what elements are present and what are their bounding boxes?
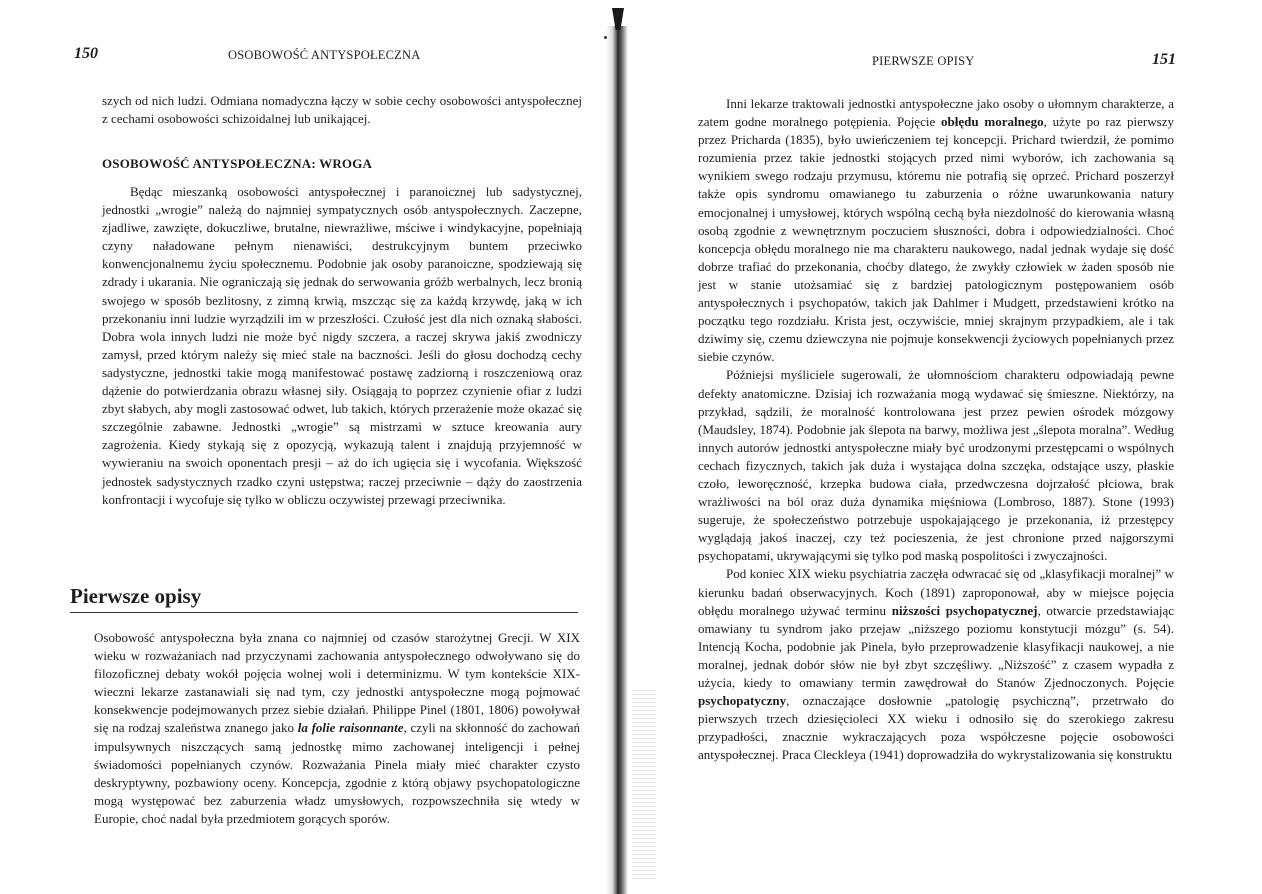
text-run: , użyte po raz pierwszy przez Pricharda (1835), było uwieńczeniem tej koncepcji. Prichard twierdził, że pomimo rozumienia przez takie jednostki stojących przed nimi wyborów, ich zachowania są wynikiem swego rodzaju przymusu, któremu nie potrafią się oprzeć. Prichard poszerzył także opis syndromu omawianego tu zaburzenia o różne uwarunkowania natury emocjonalnej i umysłowej, których wspólną cechą była niezdolność do kierowania własną osobą zgodnie z wewnętrznym poczuciem słuszności, dobra i odpowiedzialności. Choć koncepcja obłędu moralnego nie ma charakteru naukowego, nadal jednak wydaje się dość dobrze trafiać do przekonania, choćby dlatego, że zwykły człowiek w żaden sposób nie jest w stanie utożsamiać się z bardziej patologicznym postępowaniem osób antyspołecznych i psychopatów, takich jak Dahlmer i Mudgett, przedstawieni krótko na początku tego rozdziału. Krista jest, oczywiście, mniej skrajnym przypadkiem, ale i tak dziwimy się, czemu dziewczyna nie pojmuje konsekwencji życiowych popełnianych przez siebie czynów. — [698, 114, 1174, 365]
right-page — [628, 0, 1262, 894]
running-head: PIERWSZE OPISY — [872, 54, 975, 68]
left-page — [0, 0, 612, 894]
emphasized-term: psychopatyczny — [698, 693, 787, 709]
paragraph-text — [698, 565, 1174, 764]
paragraph-text: Późniejsi myśliciele sugerowali, że ułomnościom charakteru odpowiadają pewne defekty anatomiczne. Dzisiaj ich rozważania mogą wydawać się śmieszne. Niektórzy, na przykład, sądzili, że moralność kontrolowana jest przez pewien ośrodek mózgowy (Maudsley, 1874). Podobnie jak ślepota na barwy, możliwa jest „ślepota moralna”. Według innych autorów jednostki antyspołeczne miały być urodzonymi przestępcami o wspólnych cechach fizycznych, takich jak duża i wystająca dolna szczęka, odstające uszy, płaskie czoło, leworęczność, krzepka budowa ciała, przedwczesna dojrzałość płciowa, brak wrażliwości na ból oraz duża dynamika mięśniowa (Lombroso, 1887). Stone (1993) sugeruje, że społeczeństwo potrzebuje uspokajającego je przekonania, iż przestępcy wyglądają jakoś inaczej, czy też pocieszenia, że jest chronione przed najgorszymi psychopatami, ukrywającymi się tylko pod maską pospolitości i zwyczajności. — [698, 367, 1174, 564]
text-run: , otwarcie przedstawiając omawiany tu syndrom jako przejaw „niższego poziomu konstytucji mózgu” (s. 54). Intencją Kocha, podobnie jak Pinela, było przeprowadzenie klasyfikacji naukowej, a nie moralnej, jednak dobór słów nie był zbyt szczęśliwy. „Niższość” z czasem wypadła z użycia, kiedy to omawiany termin zawędrował do Stanów Zjednoczonych. Pojęcie — [698, 602, 1175, 690]
emphasized-term: obłędu moralnego — [941, 114, 1044, 130]
running-head: OSOBOWOŚĆ ANTYSPOŁECZNA — [228, 48, 421, 62]
right-body-text — [698, 95, 1174, 764]
emphasized-term: la folie raisonnante — [297, 720, 404, 736]
hostile-paragraph — [102, 183, 582, 509]
paragraph-text: szych od nich ludzi. Odmiana nomadyczna łączy w sobie cechy osobowości antyspołecznej z cechami osobowości schizoidalnej lub unikającej. — [102, 93, 582, 127]
subsection-heading: OSOBOWOŚĆ ANTYSPOŁECZNA: WROGA — [102, 156, 373, 171]
paragraph-text — [698, 95, 1174, 366]
paragraph-text — [94, 629, 580, 828]
text-run: Pod koniec XIX wieku psychiatria zaczęła odwracać się od „klasyfikacji moralnej” w kierunku badań obserwacyjnych. Koch (1891) zaproponował, aby w miejsce pojęcia obłędu moralnego używać terminu — [698, 566, 1174, 618]
paragraph-text: Będąc mieszanką osobowości antyspołecznej i paranoicznej lub sadystycznej, jednostki „wrogie” należą do najmniej sympatycznych osób antyspołecznych. Zaczepne, zjadliwe, zawzięte, dokuczliwe, brutalne, niewrażliwe, mściwe i windykacyjne, popełniają czyny naładowane pełnym nienawiści, destrukcyjnym buntem przeciwko konwencjonalnemu życiu społecznemu. Podobnie jak osoby paranoiczne, spodziewają się zdrady i ukarania. Nie ograniczają się jednak do serwowania gróźb werbalnych, lecz bronią swojego w sposób bezlitosny, z zimną krwią, mszcząc się za każdą krzywdę, jaką w ich przekonaniu inni ludzie wyrządzili im w przeszłości. Czułość jest dla nich oznaką słabości. Dobra wola innych ludzi nie może być nigdy szczera, a raczej skrywa jakiś zwodniczy zamysł, przed którym należy się mieć stale na baczności. Jeśli do głosu dochodzą cechy sadystyczne, jednostki takie mogą manifestować postawę zadziorną i roszczeniową oraz dążenie do potwierdzania obrazu własnej siły. Osiągają to poprzez czynienie ofiar z ludzi zbyt słabych, aby mogli zastosować odwet, lub takich, których przerażenie może okazać się szczególnie zabawne. Jednostki „wrogie” są mistrzami w sztuce kreowania aury zagrożenia. Kiedy stykają się z opozycją, wykazują talent i znajdują przyjemność w wywieraniu na swoich oponentach presji – aż do ich ugięcia się i wycofania. Większość jednostek sadystycznych rzadko czyni ustępstwa; raczej przeciwnie – dąży do zaostrzenia konfrontacji i wycofuje się tylko w obliczu oczywistej przewagi przeciwnika. — [102, 184, 582, 507]
text-run: Inni lekarze traktowali jednostki antyspołeczne jako osoby o ułomnym charakterze, a zatem godne moralnego potępienia. Pojęcie — [698, 96, 1174, 130]
text-run: , czyli na skłonność do zachowań impulsywnych niszczących samą jednostkę mimo zachowanej inteligencji i pełnej świadomości popełnianych czynów. Rozważania Pinela miały mieć charakter czysto deskryptywny, pozbawiony oceny. Koncepcja, zgodnie z którą objawy psychopatologiczne mogą występować bez zaburzenia władz umysłowych, rozpowszechniła się wtedy w Europie, choć nadal była przedmiotem gorących sporów. — [94, 720, 580, 826]
section-heading: Pierwsze opisy — [70, 584, 578, 613]
page-number: 151 — [1152, 51, 1176, 68]
text-run: Osobowość antyspołeczna była znana co najmniej od czasów starożytnej Grecji. W XIX wieku w rozważaniach nad przyczynami zachowania antyspołecznego odwoływano się do filozoficznej debaty wokół pojęcia wolnej woli i determinizmu. W tym kontekście XIX-wieczni lekarze zastanawiali się nad tym, czy jednostki antyspołeczne mogą pojmować konsekwencje podejmowanych przez siebie działań. Philippe Pinel (1801, 1806) powoływał się na rodzaj szaleństwa znanego jako — [94, 630, 580, 736]
first-descriptions-paragraph — [94, 629, 580, 828]
page-number: 150 — [74, 45, 98, 62]
intro-paragraph — [102, 92, 582, 128]
emphasized-term: niższości psychopatycznej — [891, 602, 1038, 618]
text-run: , oznaczające dosłownie „patologię psychiczną”, przetrwało do pierwszych trzech dziesięcioleci XX wieku i odnosiło się do szerokiego zakresu przypadłości, znacznie wykraczających poza współczesne pojęcie osobowości antyspołecznej. Praca Cleckleya (1941) doprowadziła do wykrystalizowania się konstruktu — [698, 693, 1174, 763]
